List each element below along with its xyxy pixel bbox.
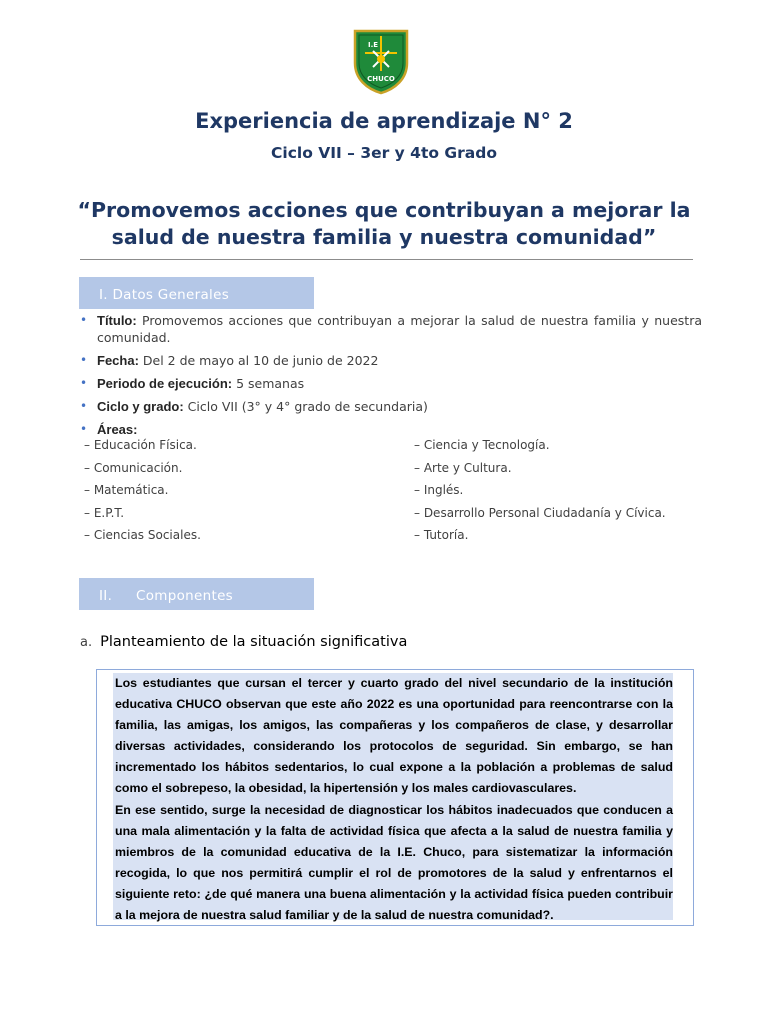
list-item-areas xyxy=(80,421,702,438)
area-item: – Arte y Cultura. xyxy=(414,460,512,475)
subheading-situacion-significativa xyxy=(80,634,407,650)
situation-text-box xyxy=(96,669,694,926)
list-item-fecha xyxy=(80,352,702,369)
area-item: – Tutoría. xyxy=(414,528,469,543)
logo-top-text: I.E xyxy=(368,41,379,49)
section-heading-componentes xyxy=(79,578,314,610)
label-fecha: Fecha: xyxy=(97,353,139,368)
area-item: – Desarrollo Personal Ciudadanía y Cívica. xyxy=(414,505,666,520)
bullet-icon: • xyxy=(80,313,88,327)
document-title: Experiencia de aprendizaje N° 2 xyxy=(195,109,573,133)
area-item: – E.P.T. xyxy=(84,505,125,520)
header-divider xyxy=(80,259,693,260)
value-titulo: Promovemos acciones que contribuyan a mejorar la salud de nuestra familia y nuestra comunidad. xyxy=(97,313,702,345)
area-item: – Matemática. xyxy=(84,483,169,498)
label-titulo: Título: xyxy=(97,313,137,328)
areas-column-right xyxy=(414,437,734,550)
situation-paragraph-2: En ese sentido, surge la necesidad de diagnosticar los hábitos inadecuados que conducen a una mala alimentación y la falta de actividad física que afecta a la salud de nuestra familia y miembros de la comunidad educativa de la I.E. Chuco, para sistematizar la información recogida, lo que nos permitirá cumplir el rol de promotores de la salud y enfrentarnos el siguiente reto: ¿de qué manera una buena alimentación y la actividad física pueden contribuir a la mejora de nuestra salud familiar y de la salud de nuestra comunidad?. xyxy=(115,802,673,923)
bullet-icon: • xyxy=(80,422,88,436)
bullet-icon: • xyxy=(80,399,88,413)
bullet-icon: • xyxy=(80,353,88,367)
subheading-text: Planteamiento de la situación significativa xyxy=(100,634,408,650)
quote-line-2: salud de nuestra familia y nuestra comunidad” xyxy=(111,225,657,249)
area-item: – Ciencias Sociales. xyxy=(84,528,201,543)
label-ciclo: Ciclo y grado: xyxy=(97,399,184,414)
list-item-titulo xyxy=(80,312,702,346)
area-item: – Inglés. xyxy=(414,483,464,498)
subheading-letter: a. xyxy=(80,635,93,650)
school-logo xyxy=(351,27,411,95)
area-item: – Educación Física. xyxy=(84,438,197,452)
area-item: – Comunicación. xyxy=(84,460,183,475)
logo-bottom-text: CHUCO xyxy=(367,75,395,83)
label-periodo: Periodo de ejecución: xyxy=(97,376,233,391)
situation-text-highlight xyxy=(113,673,673,923)
general-data-list xyxy=(80,312,702,444)
section-label: Componentes xyxy=(136,588,234,604)
value-periodo: 5 semanas xyxy=(232,376,305,391)
list-item-periodo xyxy=(80,375,702,392)
experience-quote-title xyxy=(40,197,728,251)
label-areas: Áreas: xyxy=(97,422,138,437)
quote-line-1: “Promovemos acciones que contribuyan a mejorar la xyxy=(77,198,691,222)
document-subtitle: Ciclo VII – 3er y 4to Grado xyxy=(271,144,497,162)
bullet-icon: • xyxy=(80,376,88,390)
value-fecha: Del 2 de mayo al 10 de junio de 2022 xyxy=(138,353,379,368)
section-number: II. xyxy=(99,588,113,604)
section-heading-datos-generales: I. Datos Generales xyxy=(79,277,314,309)
situation-paragraph-1: Los estudiantes que cursan el tercer y cuarto grado del nivel secundario de la institución educativa CHUCO observan que este año 2022 es una oportunidad para reencontrarse con la familia, las amigas, los amigos, las compañeras y los compañeros de clase, y desarrollar diversas actividades, considerando los protocolos de seguridad. Sin embargo, se han incrementado los hábitos sedentarios, lo cual expone a la población a problemas de salud como el sobrepeso, la obesidad, la hipertensión y los males cardiovasculares. xyxy=(115,676,673,796)
areas-column-left xyxy=(84,437,404,550)
value-ciclo: Ciclo VII (3° y 4° grado de secundaria) xyxy=(183,399,428,414)
list-item-ciclo xyxy=(80,398,702,415)
area-item: – Ciencia y Tecnología. xyxy=(414,438,550,452)
